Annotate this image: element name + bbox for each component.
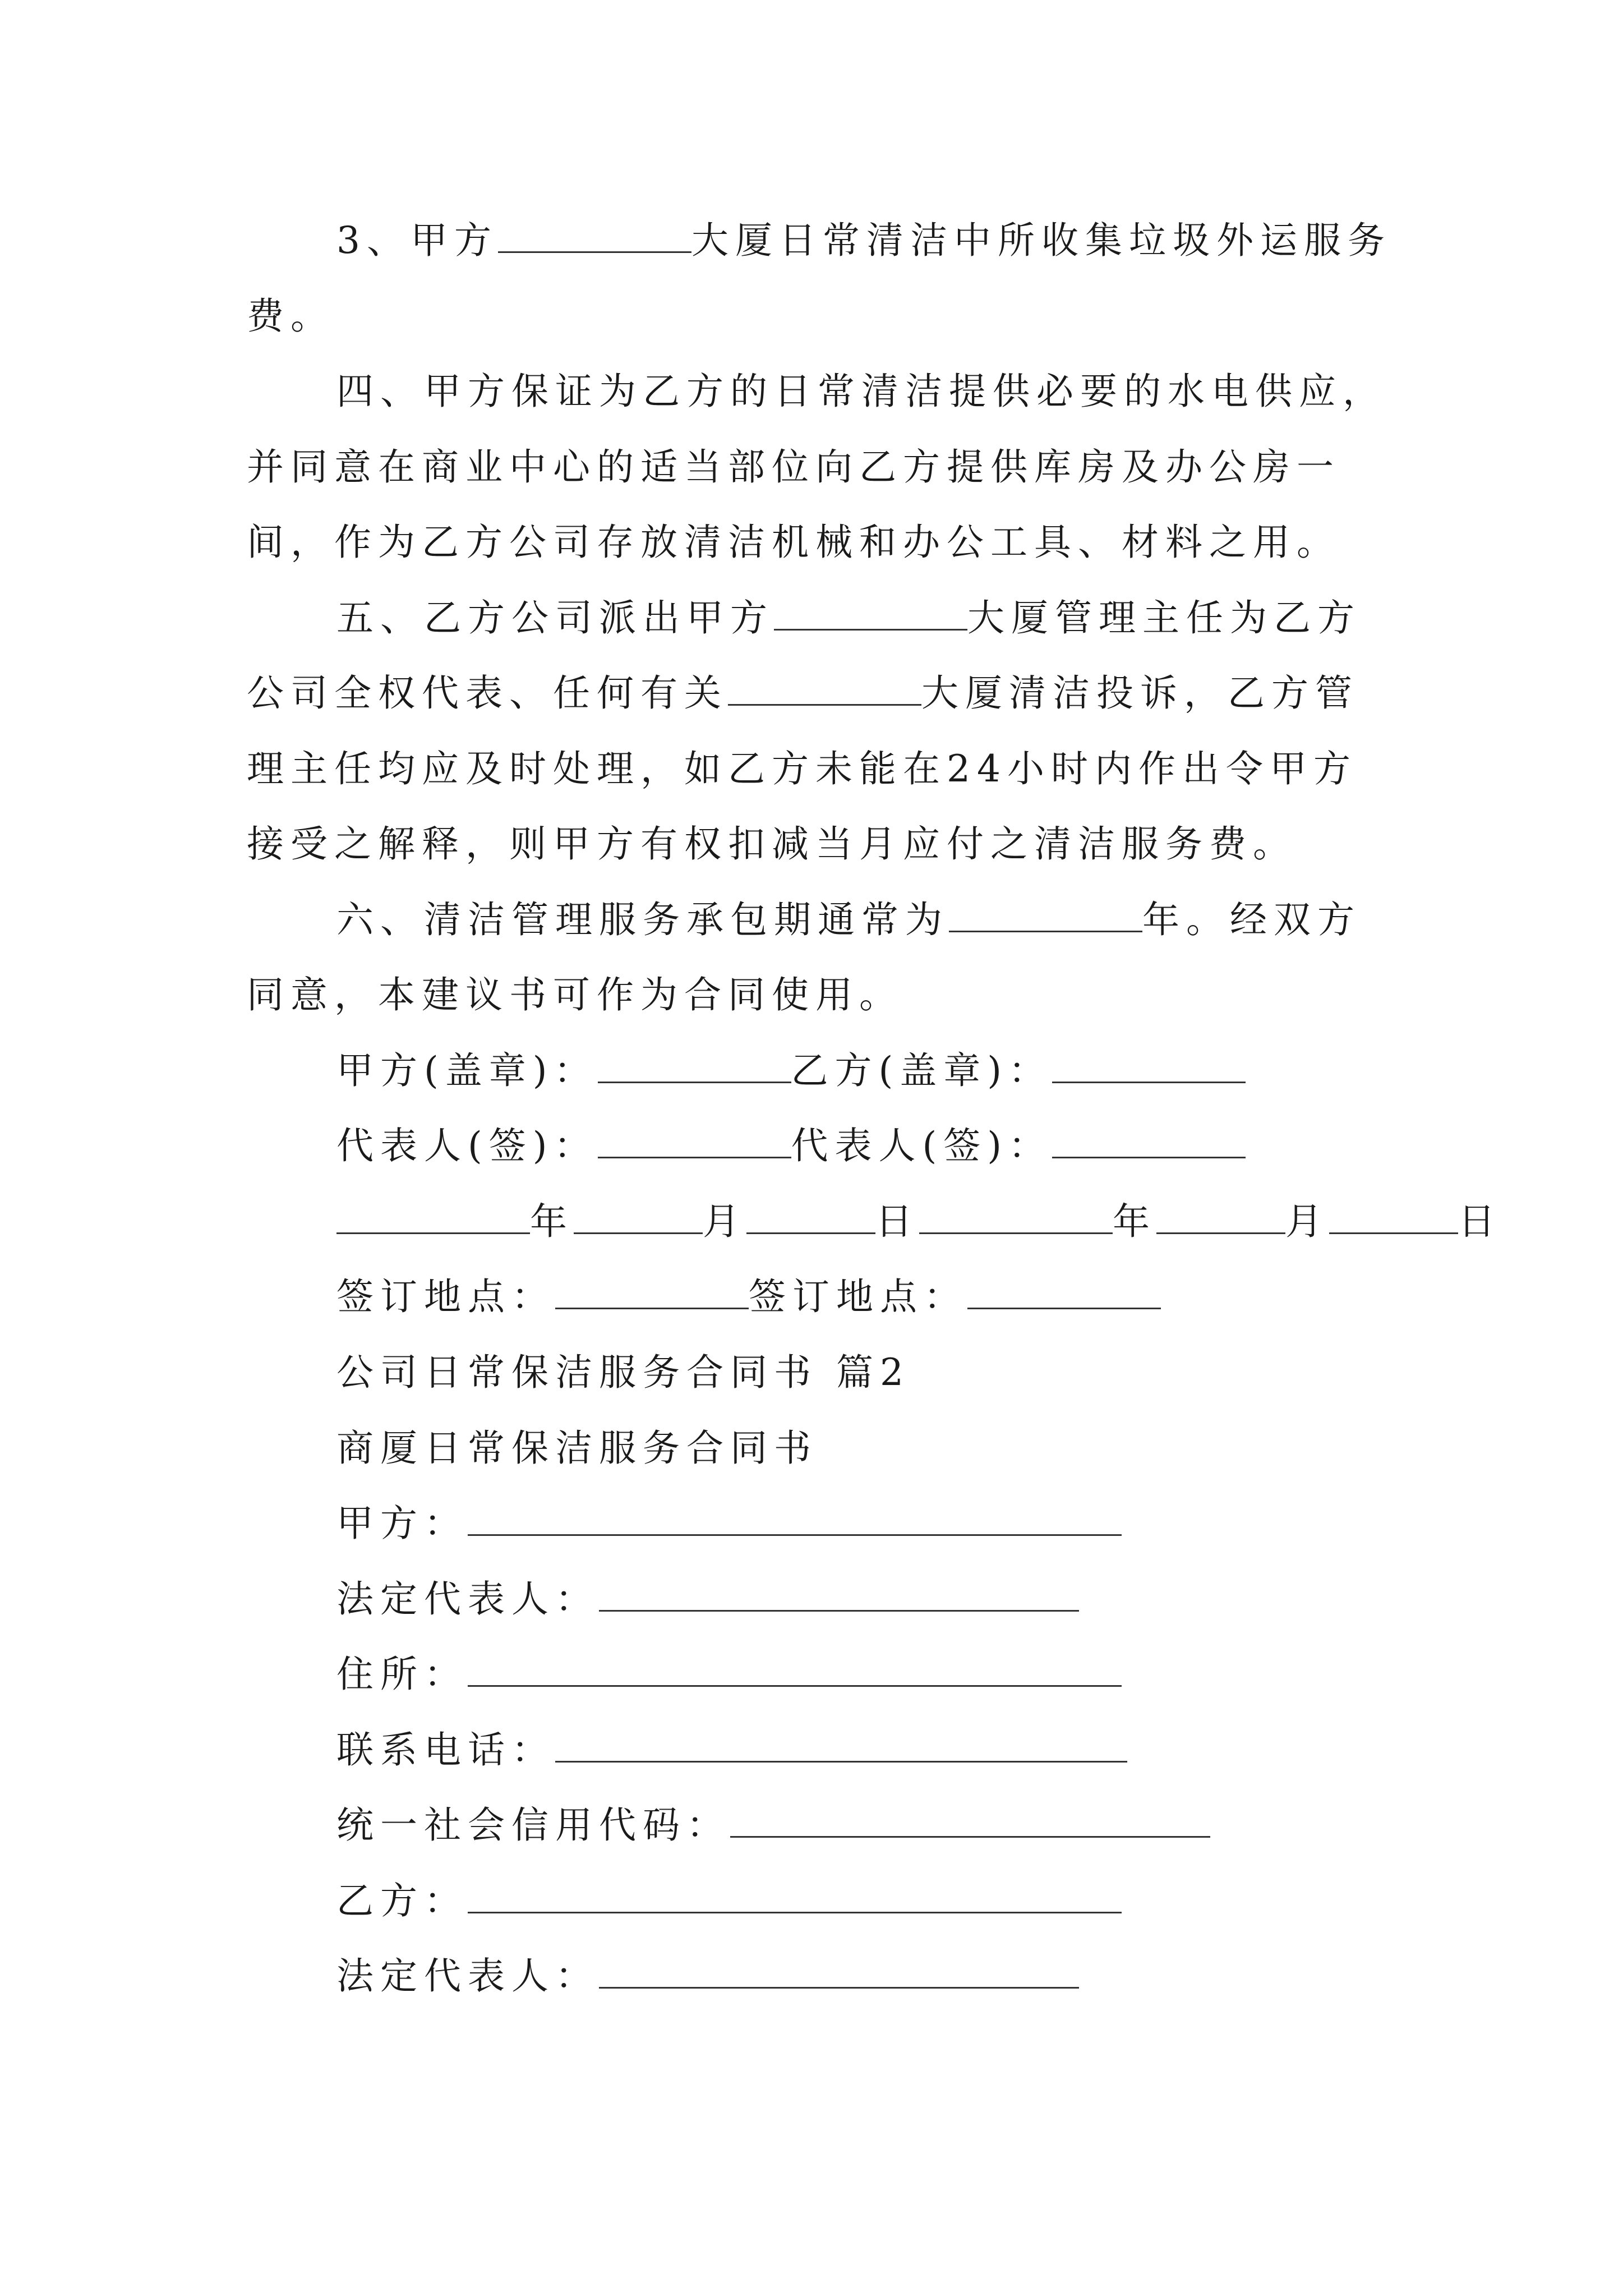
clause-5-text-b: 大厦管理主任为乙方 [967, 596, 1361, 639]
year-b-label: 年 [1113, 1200, 1156, 1243]
phone-label: 联系电话： [336, 1728, 555, 1772]
place-b-label: 签订地点： [749, 1275, 967, 1318]
rep-b-field[interactable] [1052, 1122, 1246, 1158]
phone-field[interactable] [555, 1726, 1127, 1763]
party-a-label: 甲方： [336, 1502, 468, 1545]
clause-5-text-a: 五、乙方公司派出甲方 [336, 596, 774, 639]
clause-5-line-2 [247, 668, 1359, 719]
year-a-field[interactable] [336, 1198, 530, 1234]
legal-rep-b-label: 法定代表人： [336, 1954, 599, 1998]
clause-6-line-2: 同意，本建议书可作为合同使用。 [247, 973, 903, 1016]
date-line [336, 1197, 1502, 1247]
blank-field[interactable] [949, 896, 1142, 932]
rep-b-label: 代表人(签)： [791, 1124, 1052, 1167]
blank-field[interactable] [498, 217, 691, 253]
year-b-field[interactable] [919, 1198, 1113, 1234]
month-b-field[interactable] [1156, 1198, 1285, 1234]
month-b-label: 月 [1285, 1200, 1329, 1243]
address-label: 住所： [336, 1653, 468, 1696]
address-row [336, 1649, 1122, 1700]
clause-6-line-1 [336, 895, 1361, 945]
party-b-seal-field[interactable] [1052, 1047, 1246, 1083]
day-b-label: 日 [1458, 1200, 1502, 1243]
legal-rep-b-field[interactable] [599, 1952, 1079, 1989]
credit-code-row [336, 1800, 1210, 1851]
clause-6-text-b: 年。经双方 [1142, 898, 1361, 941]
credit-code-label: 统一社会信用代码： [336, 1803, 730, 1847]
rep-a-label: 代表人(签)： [336, 1124, 598, 1167]
month-a-field[interactable] [574, 1198, 703, 1234]
address-field[interactable] [468, 1650, 1122, 1687]
clause-4-line-2: 并同意在商业中心的适当部位向乙方提供库房及办公房一 [247, 445, 1340, 489]
month-a-label: 月 [703, 1200, 746, 1243]
blank-field[interactable] [774, 594, 967, 631]
blank-field[interactable] [728, 669, 921, 706]
day-a-label: 日 [875, 1200, 919, 1243]
clause-3-text-b: 大厦日常清洁中所收集垃圾外运服务 [691, 219, 1391, 262]
party-a-row [336, 1498, 1122, 1549]
legal-rep-field[interactable] [599, 1575, 1079, 1612]
day-b-field[interactable] [1329, 1198, 1458, 1234]
year-a-label: 年 [530, 1200, 574, 1243]
clause-5-line-3: 理主任均应及时处理，如乙方未能在24小时内作出令甲方 [247, 747, 1357, 790]
party-a-seal-field[interactable] [598, 1047, 791, 1083]
party-a-seal-label: 甲方(盖章)： [336, 1049, 598, 1092]
legal-rep-b-row [336, 1951, 1079, 2001]
rep-a-field[interactable] [598, 1122, 791, 1158]
place-a-field[interactable] [555, 1273, 749, 1309]
clause-5-line-4: 接受之解释，则甲方有权扣减当月应付之清洁服务费。 [247, 822, 1297, 866]
party-b-field[interactable] [468, 1877, 1122, 1913]
clause-3-line-2: 费。 [247, 295, 334, 338]
clause-3-text-a: 3、甲方 [336, 219, 498, 262]
legal-rep-label: 法定代表人： [336, 1577, 599, 1621]
clause-5-line-1 [336, 593, 1361, 643]
section-2-heading: 公司日常保洁服务合同书 篇2 [336, 1351, 910, 1394]
day-a-field[interactable] [746, 1198, 875, 1234]
contract-title: 商厦日常保洁服务合同书 [336, 1427, 818, 1470]
party-b-seal-label: 乙方(盖章)： [791, 1049, 1052, 1092]
party-b-label: 乙方： [336, 1879, 468, 1922]
party-a-field[interactable] [468, 1499, 1122, 1536]
clause-6-text-a: 六、清洁管理服务承包期通常为 [336, 898, 949, 941]
place-b-field[interactable] [967, 1273, 1161, 1309]
clause-5-text-d: 大厦清洁投诉，乙方管 [921, 671, 1359, 715]
clause-5-text-c: 公司全权代表、任何有关 [247, 671, 728, 715]
clause-4-line-3: 间，作为乙方公司存放清洁机械和办公工具、材料之用。 [247, 521, 1340, 564]
clause-3-line-1 [336, 215, 1391, 266]
legal-rep-row [336, 1574, 1079, 1625]
place-line [336, 1272, 1161, 1322]
clause-4-line-1: 四、甲方保证为乙方的日常清洁提供必要的水电供应， [336, 370, 1386, 413]
place-a-label: 签订地点： [336, 1275, 555, 1318]
party-b-row [336, 1876, 1122, 1926]
seal-line [336, 1046, 1246, 1096]
phone-row [336, 1725, 1127, 1775]
rep-line [336, 1121, 1246, 1171]
credit-code-field[interactable] [730, 1801, 1210, 1838]
